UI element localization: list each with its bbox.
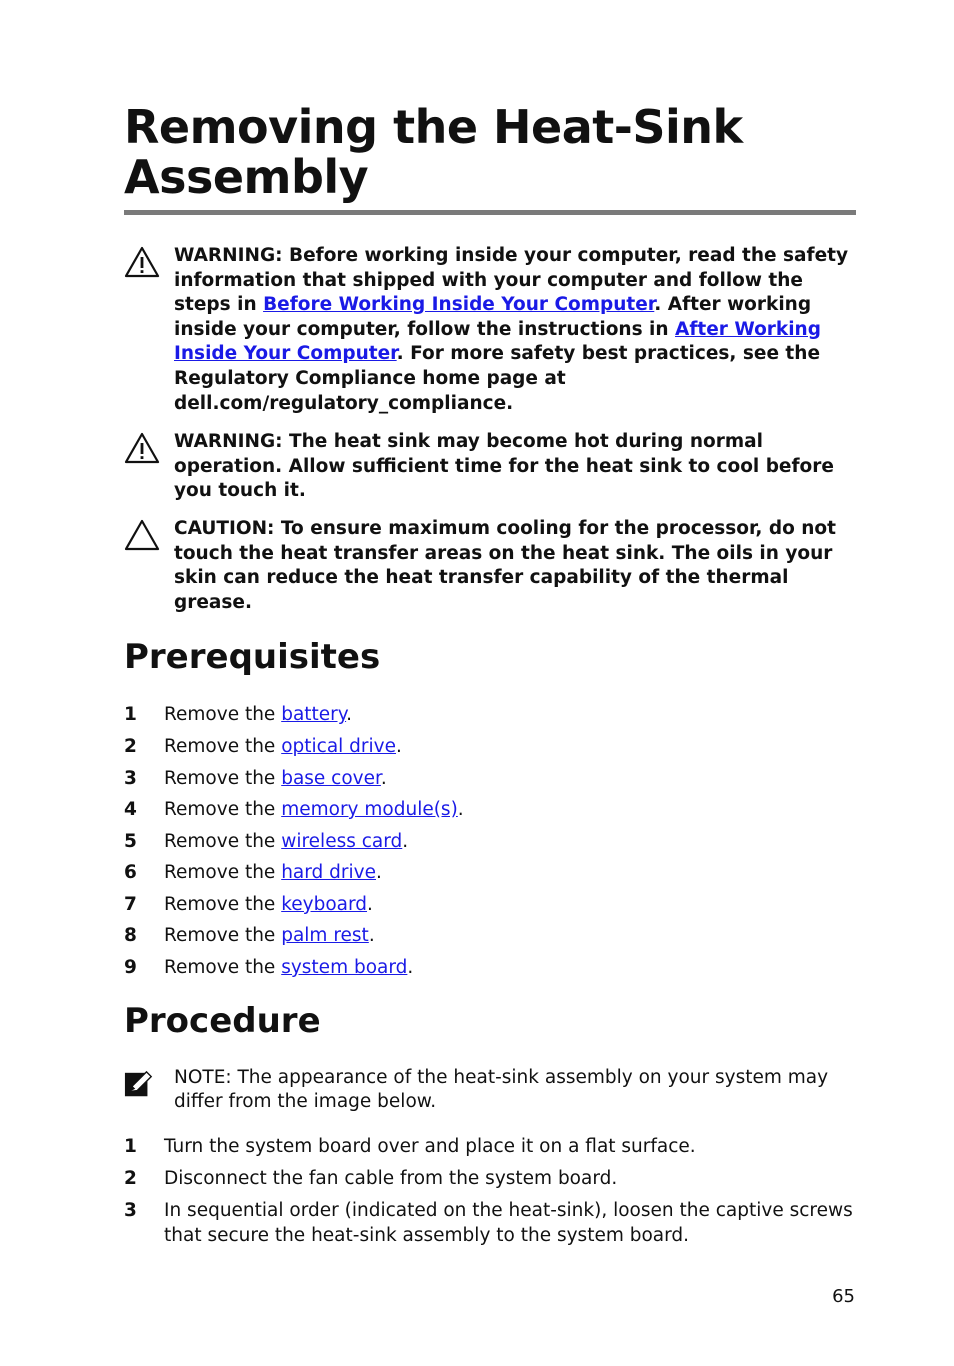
step-prefix: Remove the [164, 830, 282, 852]
step-period: . [346, 704, 352, 726]
warning-text: WARNING: Before working inside your computer, read the safety information that shipped with your computer and follow the steps in Before Working Inside Your Computer. After working inside your computer, follow the instructions in After Working Inside Your Computer. For more safety best practices, see the Regulatory Compliance home page at dell.com/regulatory_compliance. [174, 245, 849, 414]
procedure-step [124, 1167, 856, 1192]
step-prefix: Remove the [164, 704, 282, 726]
note-pencil-icon [124, 1070, 154, 1100]
caution-text: CAUTION: To ensure maximum cooling for the processor, do not touch the heat transfer areas on the heat sink. The oils in your skin can reduce the heat transfer capability of the thermal grease. [174, 517, 836, 613]
procedure-heading: Procedure [124, 1000, 321, 1041]
warning-triangle-icon [124, 246, 160, 278]
prerequisite-step [124, 830, 856, 855]
step-prefix: Remove the [164, 799, 282, 821]
prerequisite-step [124, 893, 856, 918]
prerequisite-step [124, 956, 856, 981]
step-link[interactable]: memory module(s) [281, 799, 458, 821]
step-text: Disconnect the fan cable from the system board. [164, 1167, 618, 1189]
step-link[interactable]: keyboard [281, 893, 368, 915]
warning-triangle-icon [124, 432, 160, 464]
procedure-step [124, 1199, 856, 1248]
step-text: Turn the system board over and place it on a flat surface. [164, 1135, 696, 1157]
step-prefix: Remove the [164, 957, 282, 979]
warning-notice-safety [124, 244, 856, 416]
step-prefix: Remove the [164, 735, 282, 757]
warning-text: WARNING: The heat sink may become hot during normal operation. Allow sufficient time for the heat sink to cool before you touch it. [174, 431, 834, 502]
step-number: 1 [124, 704, 137, 726]
step-period: . [367, 893, 373, 915]
procedure-list [124, 1135, 856, 1248]
step-period: . [376, 862, 382, 884]
step-number: 7 [124, 893, 137, 915]
step-number: 6 [124, 862, 137, 884]
step-link[interactable]: hard drive [281, 862, 376, 884]
title-divider [124, 210, 856, 215]
step-number: 1 [124, 1135, 137, 1157]
step-period: . [402, 830, 409, 852]
prerequisite-step [124, 798, 856, 823]
note-text: NOTE: The appearance of the heat-sink assembly on your system may differ from the image below. [174, 1066, 829, 1113]
step-prefix: Remove the [164, 893, 282, 915]
step-link[interactable]: palm rest [281, 925, 369, 947]
warning-notice-heat [124, 430, 856, 504]
prerequisite-step [124, 924, 856, 949]
step-number: 9 [124, 957, 137, 979]
prerequisite-step [124, 861, 856, 886]
step-number: 4 [124, 799, 137, 821]
caution-triangle-icon [124, 519, 160, 551]
step-link[interactable]: base cover [281, 767, 381, 789]
step-number: 8 [124, 925, 137, 947]
page-title: Removing the Heat-Sink Assembly [124, 100, 743, 204]
prerequisites-list [124, 703, 856, 980]
step-number: 3 [124, 767, 137, 789]
step-period: . [380, 767, 387, 789]
step-link[interactable]: system board [281, 957, 408, 979]
step-link[interactable]: battery [281, 704, 347, 726]
prerequisite-step [124, 767, 856, 792]
step-number: 5 [124, 830, 137, 852]
after-working-link[interactable]: After Working Inside Your Computer [174, 318, 821, 365]
step-link[interactable]: wireless card [281, 830, 403, 852]
caution-notice [124, 517, 856, 615]
before-working-link[interactable]: Before Working Inside Your Computer [263, 294, 655, 316]
page-content [124, 102, 856, 1256]
step-text: In sequential order (indicated on the heat-sink), loosen the captive screws that secure the heat-sink assembly to the system board. [164, 1200, 853, 1246]
prerequisites-heading: Prerequisites [124, 637, 381, 678]
step-prefix: Remove the [164, 862, 282, 884]
step-period: . [396, 735, 402, 757]
step-number: 3 [124, 1200, 137, 1222]
procedure-step [124, 1135, 856, 1160]
step-period: . [407, 957, 414, 979]
step-prefix: Remove the [164, 925, 282, 947]
note-label: NOTE: [174, 1066, 232, 1088]
step-prefix: Remove the [164, 767, 282, 789]
step-number: 2 [124, 735, 137, 757]
prerequisite-step [124, 735, 856, 760]
note-notice [124, 1066, 856, 1115]
step-number: 2 [124, 1167, 137, 1189]
step-period: . [457, 799, 464, 821]
prerequisite-step [124, 703, 856, 728]
page-number: 65 [832, 1286, 855, 1307]
step-link[interactable]: optical drive [281, 735, 397, 757]
step-period: . [368, 925, 375, 947]
